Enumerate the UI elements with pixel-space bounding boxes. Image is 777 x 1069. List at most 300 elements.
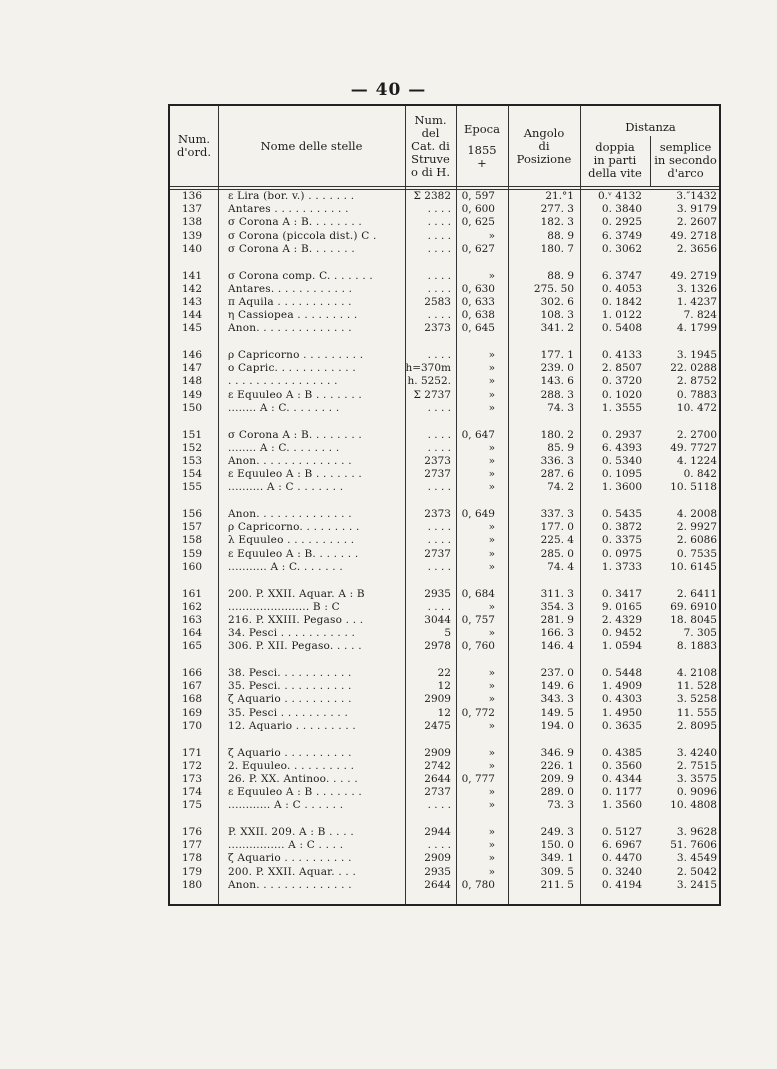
star-name: ο Capric. . . . . . . . . . . . <box>228 362 356 375</box>
catalog-number: . . . . <box>427 309 451 322</box>
star-name: Antares. . . . . . . . . . . . <box>228 282 353 295</box>
distance-double: 0. 4133 <box>601 349 642 361</box>
distance-double: 0. 3635 <box>601 719 642 732</box>
position-angle: 180. 2 <box>540 428 574 441</box>
distance-double: 2. 8507 <box>601 362 642 375</box>
star-name: 216. P. XXIII. Pegaso . . . <box>228 613 364 626</box>
distance-simple: 4. 1799 <box>676 322 717 335</box>
distance-simple: 11. 555 <box>676 706 717 719</box>
epoch-value: 0, 757 <box>461 613 495 626</box>
table-row <box>170 309 719 322</box>
distance-simple: 2. 3656 <box>676 242 717 255</box>
catalog-number: 2373 <box>424 454 451 467</box>
epoch-value: » <box>488 375 495 388</box>
epoch-value: » <box>488 534 495 547</box>
table-row <box>170 839 719 852</box>
catalog-number: 2373 <box>424 508 451 520</box>
distance-simple: 3. 1945 <box>676 349 717 361</box>
catalog-number: h. 5252. <box>407 375 451 388</box>
table-row <box>170 216 719 229</box>
distance-double: 0. 3062 <box>601 242 642 255</box>
catalog-number: . . . . <box>427 600 451 613</box>
row-number: 147 <box>181 362 203 375</box>
row-number: 171 <box>181 746 203 759</box>
distance-simple: 0. 842 <box>683 468 717 481</box>
star-name: ............ A : C . . . . . . <box>228 799 344 812</box>
row-number: 158 <box>181 534 203 547</box>
epoch-value: 0, 600 <box>461 203 495 216</box>
catalog-number: . . . . <box>427 282 451 295</box>
catalog-number: . . . . <box>427 799 451 812</box>
table-row <box>170 468 719 481</box>
table-row <box>170 773 719 786</box>
position-angle: 149. 6 <box>540 680 574 693</box>
star-name: 35. Pesci. . . . . . . . . . . <box>228 680 352 693</box>
table-row <box>170 548 719 561</box>
header-distance <box>580 118 721 136</box>
star-name: 2. Equuleo. . . . . . . . . . <box>228 759 355 772</box>
row-number: 180 <box>181 878 203 891</box>
position-angle: 239. 0 <box>540 362 574 375</box>
position-angle: 249. 3 <box>540 826 574 838</box>
row-number: 175 <box>181 799 203 812</box>
epoch-value: » <box>488 627 495 640</box>
row-number: 155 <box>181 481 203 494</box>
position-angle: 285. 0 <box>540 547 574 560</box>
star-name: σ Corona comp. C. . . . . . . <box>228 269 373 282</box>
row-number: 139 <box>181 229 203 242</box>
distance-double: 0. 3560 <box>601 759 642 772</box>
header-num-line: Num. <box>177 132 211 146</box>
header-catalog-line: o di H. <box>411 164 450 179</box>
row-group <box>170 270 719 336</box>
distance-double: 2. 4329 <box>601 613 642 626</box>
position-angle: 289. 0 <box>540 786 574 799</box>
distance-simple: 3. 9628 <box>676 826 717 838</box>
epoch-value: » <box>488 362 495 375</box>
epoch-value: 0, 684 <box>461 587 495 600</box>
distance-double: 0. 1095 <box>601 468 642 481</box>
table-row <box>170 799 719 812</box>
catalog-number: . . . . <box>427 349 451 361</box>
position-angle: 336. 3 <box>540 454 574 467</box>
distance-double: 6. 3747 <box>601 269 642 282</box>
star-name: 38. Pesci. . . . . . . . . . . <box>228 667 352 679</box>
distance-simple: 7. 305 <box>683 627 717 640</box>
distance-double: 0. 3872 <box>601 521 642 534</box>
table-row <box>170 561 719 574</box>
catalog-number: 3044 <box>424 613 451 626</box>
star-name: P. XXII. 209. A : B . . . . <box>228 826 354 838</box>
star-name: 200. P. XXII. Aquar. A : B <box>228 587 365 600</box>
epoch-value: 0, 649 <box>461 508 495 520</box>
star-name: Anon. . . . . . . . . . . . . . <box>228 878 352 891</box>
distance-simple: 49. 7727 <box>670 441 717 454</box>
table-row <box>170 521 719 534</box>
distance-simple: 3. 5258 <box>676 693 717 706</box>
epoch-value: 0, 627 <box>461 242 495 255</box>
row-number: 166 <box>181 667 203 679</box>
table-row <box>170 481 719 494</box>
position-angle: 337. 3 <box>540 508 574 520</box>
table-row <box>170 283 719 296</box>
position-angle: 74. 2 <box>547 481 574 494</box>
star-name: ε Equuleo A : B . . . . . . . <box>228 388 362 401</box>
distance-double: 0. 4053 <box>601 282 642 295</box>
catalog-number: . . . . <box>427 401 451 414</box>
distance-double: 0. 5127 <box>601 826 642 838</box>
epoch-value: » <box>488 667 495 679</box>
catalog-number: . . . . <box>427 428 451 441</box>
star-name: η Cassiopea . . . . . . . . . <box>228 309 358 322</box>
distance-simple: 3. 1326 <box>676 282 717 295</box>
distance-double: 0. 9452 <box>601 627 642 640</box>
catalog-number: . . . . <box>427 521 451 534</box>
position-angle: 302. 6 <box>540 295 574 308</box>
header-angle <box>508 106 580 186</box>
star-name: π Aquila . . . . . . . . . . . <box>228 295 352 308</box>
distance-simple: 2. 5042 <box>676 865 717 878</box>
row-number: 137 <box>181 203 203 216</box>
position-angle: 341. 2 <box>540 322 574 335</box>
distance-simple: 8. 1883 <box>676 640 717 653</box>
distance-simple: 2. 9927 <box>676 521 717 534</box>
epoch-value: 0, 633 <box>461 295 495 308</box>
distance-double: 0. 3840 <box>601 203 642 216</box>
header-simple <box>650 136 721 184</box>
catalog-number: 12 <box>437 706 451 719</box>
epoch-value: » <box>488 388 495 401</box>
position-angle: 177. 1 <box>540 349 574 361</box>
epoch-value: 0, 760 <box>461 640 495 653</box>
catalog-number: 2737 <box>424 786 451 799</box>
row-number: 172 <box>181 759 203 772</box>
distance-simple: 2. 2700 <box>676 428 717 441</box>
distance-double: 1. 3555 <box>601 401 642 414</box>
row-number: 143 <box>181 295 203 308</box>
distance-double: 0. 5340 <box>601 454 642 467</box>
table-row <box>170 786 719 799</box>
header-angle-line: di <box>538 138 550 153</box>
epoch-value: » <box>488 852 495 865</box>
table-row <box>170 588 719 601</box>
row-group <box>170 429 719 495</box>
distance-simple: 10. 6145 <box>670 560 717 573</box>
epoch-value: » <box>488 865 495 878</box>
header-angle-line: Posizione <box>516 151 572 166</box>
catalog-number: 2909 <box>424 852 451 865</box>
star-name: σ Corona (piccola dist.) C . <box>228 229 377 242</box>
distance-double: 0. 3240 <box>601 865 642 878</box>
position-angle: 288. 3 <box>540 388 574 401</box>
header-epoch-line: + <box>477 155 487 170</box>
table-row <box>170 601 719 614</box>
row-number: 142 <box>181 282 203 295</box>
star-name: 34. Pesci . . . . . . . . . . . <box>228 627 356 640</box>
row-number: 156 <box>181 508 203 520</box>
epoch-value: » <box>488 560 495 573</box>
row-number: 151 <box>181 428 203 441</box>
star-name: .......... A : C . . . . . . . <box>228 481 344 494</box>
position-angle: 21.°1 <box>545 190 574 202</box>
catalog-number: 12 <box>437 680 451 693</box>
table-row <box>170 693 719 706</box>
table-row <box>170 296 719 309</box>
position-angle: 177. 0 <box>540 521 574 534</box>
table-row <box>170 243 719 256</box>
catalog-number: . . . . <box>427 441 451 454</box>
epoch-value: 0, 777 <box>461 772 495 785</box>
catalog-number: 2737 <box>424 468 451 481</box>
distance-double: 0. 1842 <box>601 295 642 308</box>
row-group <box>170 349 719 415</box>
table-row <box>170 866 719 879</box>
position-angle: 309. 5 <box>540 865 574 878</box>
epoch-value: 0, 638 <box>461 309 495 322</box>
header-double-line: della vite <box>588 165 642 180</box>
distance-simple: 10. 5118 <box>670 481 717 494</box>
position-angle: 150. 0 <box>540 839 574 852</box>
distance-double: 0. 4303 <box>601 693 642 706</box>
row-number: 163 <box>181 613 203 626</box>
position-angle: 211. 5 <box>540 878 574 891</box>
star-name: σ Corona A : B. . . . . . . . <box>228 216 362 229</box>
catalog-number: . . . . <box>427 560 451 573</box>
distance-double: 9. 0165 <box>601 600 642 613</box>
catalog-number: . . . . <box>427 203 451 216</box>
epoch-value: » <box>488 786 495 799</box>
distance-double: 0. 1020 <box>601 388 642 401</box>
star-name: . . . . . . . . . . . . . . . . <box>228 375 338 388</box>
header-epoch-line: 1855 <box>467 142 497 157</box>
epoch-value: » <box>488 839 495 852</box>
row-number: 141 <box>181 269 203 282</box>
star-name: 35. Pesci . . . . . . . . . . <box>228 706 349 719</box>
epoch-value: 0, 597 <box>461 190 495 202</box>
distance-double: 0. 4385 <box>601 746 642 759</box>
star-name: σ Corona A : B. . . . . . . . <box>228 428 362 441</box>
row-number: 157 <box>181 521 203 534</box>
row-number: 173 <box>181 772 203 785</box>
header-catalog <box>405 106 456 186</box>
table-row <box>170 389 719 402</box>
star-name: ε Equuleo A : B . . . . . . . <box>228 468 362 481</box>
distance-simple: 51. 7606 <box>670 839 717 852</box>
star-name: ........ A : C. . . . . . . . <box>228 441 340 454</box>
table-row <box>170 270 719 283</box>
table-row <box>170 614 719 627</box>
distance-double: 0. 4344 <box>601 772 642 785</box>
distance-simple: 2. 6086 <box>676 534 717 547</box>
distance-simple: 0. 9096 <box>676 786 717 799</box>
position-angle: 311. 3 <box>540 587 574 600</box>
row-number: 152 <box>181 441 203 454</box>
header-angle-line: Angolo <box>523 125 565 140</box>
distance-double: 1. 4909 <box>601 680 642 693</box>
distance-double: 0. 5435 <box>601 508 642 520</box>
distance-double: 0.ᵛ 4132 <box>598 190 642 202</box>
header-name <box>218 106 405 186</box>
position-angle: 166. 3 <box>540 627 574 640</box>
position-angle: 237. 0 <box>540 667 574 679</box>
epoch-value: » <box>488 799 495 812</box>
distance-double: 0. 3417 <box>601 587 642 600</box>
distance-double: 1. 3733 <box>601 560 642 573</box>
position-angle: 88. 9 <box>547 229 574 242</box>
position-angle: 281. 9 <box>540 613 574 626</box>
distance-simple: 3. 3575 <box>676 772 717 785</box>
row-number: 138 <box>181 216 203 229</box>
row-number: 164 <box>181 627 203 640</box>
distance-double: 0. 2937 <box>601 428 642 441</box>
position-angle: 354. 3 <box>540 600 574 613</box>
epoch-value: » <box>488 454 495 467</box>
distance-simple: 2. 8752 <box>676 375 717 388</box>
header-simple-line: semplice <box>659 139 712 154</box>
star-name: ρ Capricorno. . . . . . . . . <box>228 521 360 534</box>
star-name: 200. P. XXII. Aquar. . . . <box>228 865 357 878</box>
distance-double: 1. 4950 <box>601 706 642 719</box>
position-angle: 180. 7 <box>540 242 574 255</box>
star-name: ε Equuleo A : B . . . . . . . <box>228 786 362 799</box>
header-simple-line: in secondo <box>654 152 717 167</box>
header-epoch <box>456 106 508 186</box>
position-angle: 346. 9 <box>540 746 574 759</box>
table-row <box>170 230 719 243</box>
distance-simple: 0. 7535 <box>676 547 717 560</box>
row-number: 144 <box>181 309 203 322</box>
position-angle: 182. 3 <box>540 216 574 229</box>
epoch-value: » <box>488 719 495 732</box>
row-number: 170 <box>181 719 203 732</box>
catalog-number: h=370m <box>405 362 451 375</box>
row-number: 136 <box>181 190 203 202</box>
page-number: — 40 — <box>350 80 427 100</box>
star-name: ................ A : C . . . . <box>228 839 344 852</box>
row-number: 162 <box>181 600 203 613</box>
row-group <box>170 667 719 733</box>
row-number: 161 <box>181 587 203 600</box>
row-number: 177 <box>181 839 203 852</box>
position-angle: 225. 4 <box>540 534 574 547</box>
row-group <box>170 747 719 813</box>
epoch-value: 0, 645 <box>461 322 495 335</box>
row-number: 153 <box>181 454 203 467</box>
distance-simple: 4. 2008 <box>676 508 717 520</box>
distance-double: 0. 5408 <box>601 322 642 335</box>
catalog-number: . . . . <box>427 229 451 242</box>
star-name: Anon. . . . . . . . . . . . . . <box>228 322 352 335</box>
row-number: 165 <box>181 640 203 653</box>
star-name: ε Lira (bor. v.) . . . . . . . <box>228 190 355 202</box>
catalog-number: 2742 <box>424 759 451 772</box>
star-name: ζ Aquario . . . . . . . . . . <box>228 746 352 759</box>
row-group <box>170 826 719 892</box>
table-row <box>170 402 719 415</box>
row-number: 179 <box>181 865 203 878</box>
catalog-number: . . . . <box>427 481 451 494</box>
catalog-number: 2737 <box>424 547 451 560</box>
table-row <box>170 349 719 362</box>
epoch-value: » <box>488 826 495 838</box>
table-row <box>170 720 719 733</box>
distance-simple: 3. 4240 <box>676 746 717 759</box>
row-number: 160 <box>181 560 203 573</box>
distance-double: 1. 3600 <box>601 481 642 494</box>
table-row <box>170 760 719 773</box>
distance-simple: 10. 472 <box>676 401 717 414</box>
distance-simple: 2. 8095 <box>676 719 717 732</box>
distance-double: 1. 0594 <box>601 640 642 653</box>
epoch-value: » <box>488 547 495 560</box>
catalog-number: Σ 2737 <box>413 388 451 401</box>
position-angle: 108. 3 <box>540 309 574 322</box>
position-angle: 194. 0 <box>540 719 574 732</box>
catalog-number: 2583 <box>424 295 451 308</box>
position-angle: 74. 3 <box>547 401 574 414</box>
distance-double: 6. 4393 <box>601 441 642 454</box>
distance-double: 0. 3375 <box>601 534 642 547</box>
epoch-value: » <box>488 401 495 414</box>
row-number: 169 <box>181 706 203 719</box>
header-simple-line: d'arco <box>667 165 704 180</box>
star-name: ζ Aquario . . . . . . . . . . <box>228 852 352 865</box>
catalog-number: Σ 2382 <box>413 190 451 202</box>
table-row <box>170 203 719 216</box>
epoch-value: » <box>488 746 495 759</box>
table-row <box>170 879 719 892</box>
table-row <box>170 442 719 455</box>
row-number: 154 <box>181 468 203 481</box>
epoch-value: » <box>488 349 495 361</box>
catalog-number: . . . . <box>427 242 451 255</box>
epoch-value: » <box>488 680 495 693</box>
row-group <box>170 588 719 654</box>
distance-simple: 49. 2719 <box>670 269 717 282</box>
distance-simple: 18. 8045 <box>670 613 717 626</box>
star-name: ........ A : C. . . . . . . . <box>228 401 340 414</box>
position-angle: 287. 6 <box>540 468 574 481</box>
star-name: ........... A : C. . . . . . . <box>228 560 343 573</box>
header-num-line: d'ord. <box>177 145 211 159</box>
row-number: 150 <box>181 401 203 414</box>
distance-double: 0. 4470 <box>601 852 642 865</box>
catalog-number: 2944 <box>424 826 451 838</box>
catalog-number: 2978 <box>424 640 451 653</box>
catalog-number: 22 <box>437 667 451 679</box>
row-number: 168 <box>181 693 203 706</box>
header-rule <box>170 186 719 187</box>
distance-simple: 3. 2415 <box>676 878 717 891</box>
star-name: Anon. . . . . . . . . . . . . . <box>228 508 352 520</box>
position-angle: 88. 9 <box>547 269 574 282</box>
star-name: Anon. . . . . . . . . . . . . . <box>228 454 352 467</box>
star-name: ρ Capricorno . . . . . . . . . <box>228 349 364 361</box>
distance-simple: 2. 6411 <box>676 587 717 600</box>
catalog-number: . . . . <box>427 216 451 229</box>
epoch-value: » <box>488 468 495 481</box>
distance-simple: 2. 2607 <box>676 216 717 229</box>
position-angle: 349. 1 <box>540 852 574 865</box>
table-row <box>170 375 719 388</box>
table-row <box>170 362 719 375</box>
catalog-number: 5 <box>444 627 451 640</box>
table-row <box>170 707 719 720</box>
position-angle: 343. 3 <box>540 693 574 706</box>
epoch-value: » <box>488 269 495 282</box>
header-catalog-line: Struve <box>411 151 450 166</box>
epoch-value: 0, 772 <box>461 706 495 719</box>
